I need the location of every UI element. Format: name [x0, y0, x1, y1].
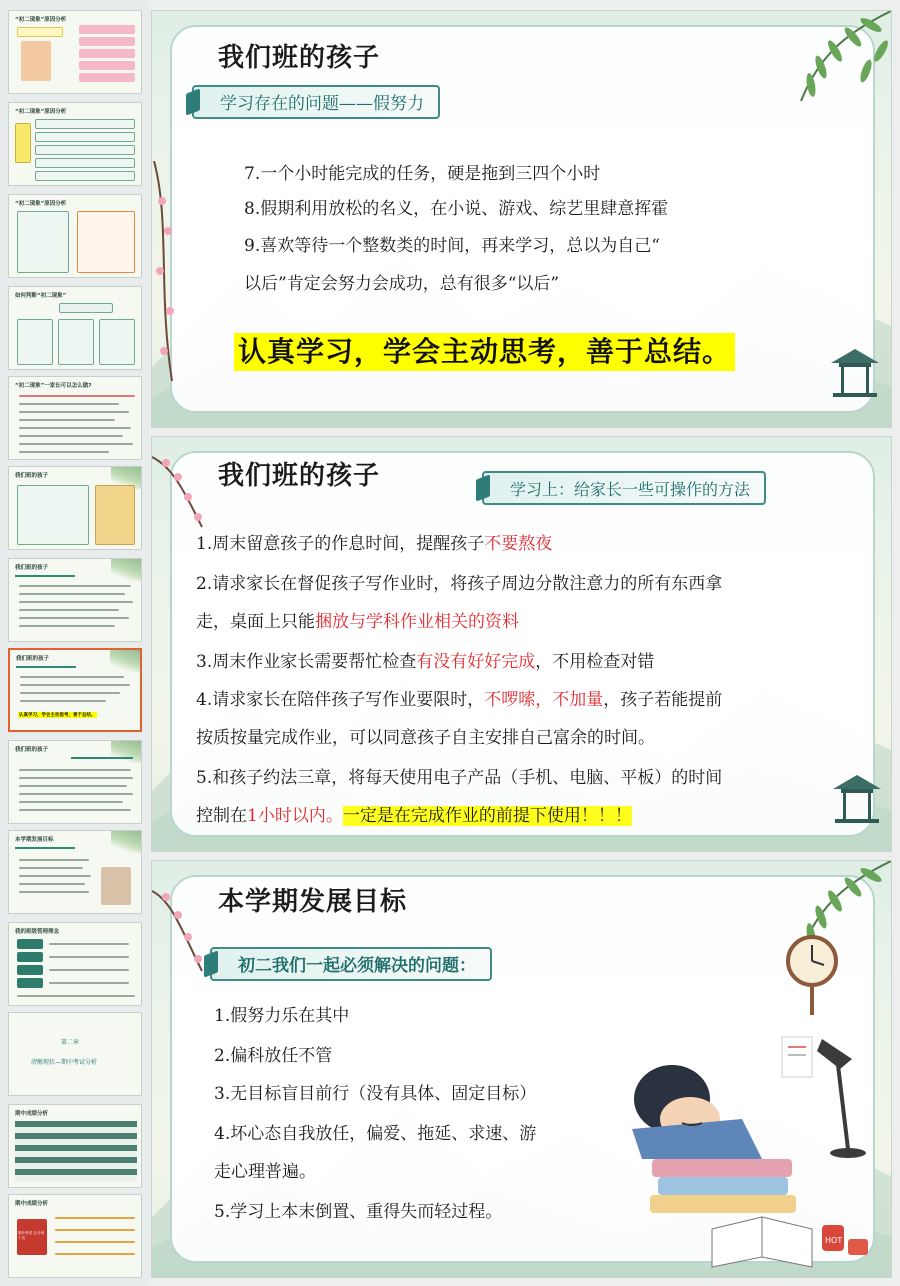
sleeping-student-illustration — [612, 1029, 882, 1269]
slide-thumbnail[interactable] — [8, 1104, 142, 1188]
method-item-3: 3.周末作业家长需要帮忙检查有没有好好完成，不用检查对错 — [196, 652, 655, 672]
thumb-subtitle: 清晰现状—期中考试分析 — [31, 1059, 98, 1066]
pavilion-decoration — [825, 341, 885, 401]
problem-item: 以后”肯定会努力会成功，总有很多“以后” — [244, 274, 560, 294]
slide-2 — [151, 436, 892, 852]
goal-item: 3.无目标盲目前行（没有具体、固定目标） — [214, 1084, 537, 1104]
method-item-2-cont: 走，桌面上只能捆放与学科作业相关的资料 — [196, 612, 519, 632]
blossom-branch-decoration — [152, 161, 182, 381]
highlighted-callout: 认真学习，学会主动思考，善于总结。 — [234, 333, 735, 371]
thumb-title: 第二章 — [61, 1039, 80, 1046]
thumb-title: “初二现象”原因分析 — [15, 17, 67, 23]
method-item-5: 5.和孩子约法三章，将每天使用电子产品（手机、电脑、平板）的时间 — [196, 768, 723, 788]
thumb-title: 我的班级管理理念 — [15, 929, 60, 935]
goal-item: 2.偏科放任不管 — [214, 1046, 333, 1066]
slide-heading: 本学期发展目标 — [218, 887, 408, 917]
thumb-title: 我们班的孩子 — [15, 473, 49, 479]
goal-item: 4.坏心态自我放任，偏爱、拖延、求速、游 — [214, 1124, 537, 1144]
blossom-branch-decoration — [152, 447, 212, 537]
slide-3 — [151, 860, 892, 1278]
goal-item: 1.假努力乐在其中 — [214, 1006, 350, 1026]
method-item-4: 4.请求家长在陪伴孩子写作业要限时，不啰嗦，不加量，孩子若能提前 — [196, 690, 723, 710]
slide-thumbnail[interactable] — [8, 10, 142, 94]
clock-icon — [782, 931, 842, 1021]
svg-text:HOT: HOT — [825, 1236, 843, 1245]
method-item-4-cont: 按质按量完成作业，可以同意孩子自主安排自己富余的时间。 — [196, 728, 655, 748]
slide-1 — [151, 10, 892, 428]
goal-item: 5.学习上本末倒置、重得失而轻过程。 — [214, 1202, 503, 1222]
method-item-1: 1.周末留意孩子的作息时间，提醒孩子不要熬夜 — [196, 534, 553, 554]
problem-item: 8.假期利用放松的名义，在小说、游戏、综艺里肆意挥霍 — [244, 199, 669, 219]
slide-thumbnail[interactable] — [8, 466, 142, 550]
thumb-title: 我们班的孩子 — [16, 656, 50, 662]
willow-branch-decoration — [731, 11, 891, 161]
thumb-title: 期中成绩分析 — [15, 1201, 49, 1207]
slide-thumbnail[interactable] — [8, 740, 142, 824]
slide-thumbnail[interactable] — [8, 1012, 142, 1096]
section-ribbon: 初二我们一起必须解决的问题： — [210, 947, 492, 981]
problem-item: 9.喜欢等待一个整数类的时间，再来学习，总以为自己“ — [244, 236, 660, 256]
thumb-title: “初二现象”原因分析 — [15, 109, 67, 115]
thumb-title: 期中成绩分析 — [15, 1111, 49, 1117]
thumb-title: 我们班的孩子 — [15, 565, 49, 571]
slide-thumbnail[interactable] — [8, 194, 142, 278]
problem-item: 7.一个小时能完成的任务，硬是拖到三四个小时 — [244, 164, 601, 184]
slide-thumbnail-active[interactable] — [8, 648, 142, 732]
goal-item-cont: 走心理普遍。 — [214, 1162, 316, 1182]
thumb-title: 本学期发展目标 — [15, 837, 54, 843]
section-ribbon: 学习上：给家长一些可操作的方法 — [482, 471, 766, 505]
slide-thumbnail[interactable] — [8, 558, 142, 642]
slide-heading: 我们班的孩子 — [218, 43, 381, 73]
slide-thumbnail[interactable] — [8, 286, 142, 370]
pavilion-decoration — [827, 767, 887, 827]
slide-thumbnail-panel — [0, 0, 150, 1286]
slide-thumbnail[interactable] — [8, 102, 142, 186]
thumb-title: 如何判断“初二现象” — [15, 293, 67, 299]
thumb-title: 我们班的孩子 — [15, 747, 49, 753]
thumb-tag: 期中考试 总分前十名 — [18, 1231, 45, 1240]
method-item-2: 2.请求家长在督促孩子写作业时，将孩子周边分散注意力的所有东西拿 — [196, 574, 723, 594]
slide-thumbnail[interactable] — [8, 1194, 142, 1278]
blossom-branch-decoration — [152, 881, 212, 981]
slide-thumbnail[interactable] — [8, 376, 142, 460]
thumb-title: “初二现象”一家长可以怎么做? — [15, 383, 92, 389]
slide-thumbnail[interactable] — [8, 830, 142, 914]
section-ribbon: 学习存在的问题——假努力 — [192, 85, 440, 119]
slide-thumbnail[interactable] — [8, 922, 142, 1006]
thumb-title: “初二现象”原因分析 — [15, 201, 67, 207]
thumb-caption: 认真学习，学会主动思考，善于总结。 — [19, 713, 96, 718]
method-item-5-cont: 控制在1小时以内。一定是在完成作业的前提下使用！！！ — [196, 806, 632, 826]
slide-heading: 我们班的孩子 — [218, 461, 381, 491]
